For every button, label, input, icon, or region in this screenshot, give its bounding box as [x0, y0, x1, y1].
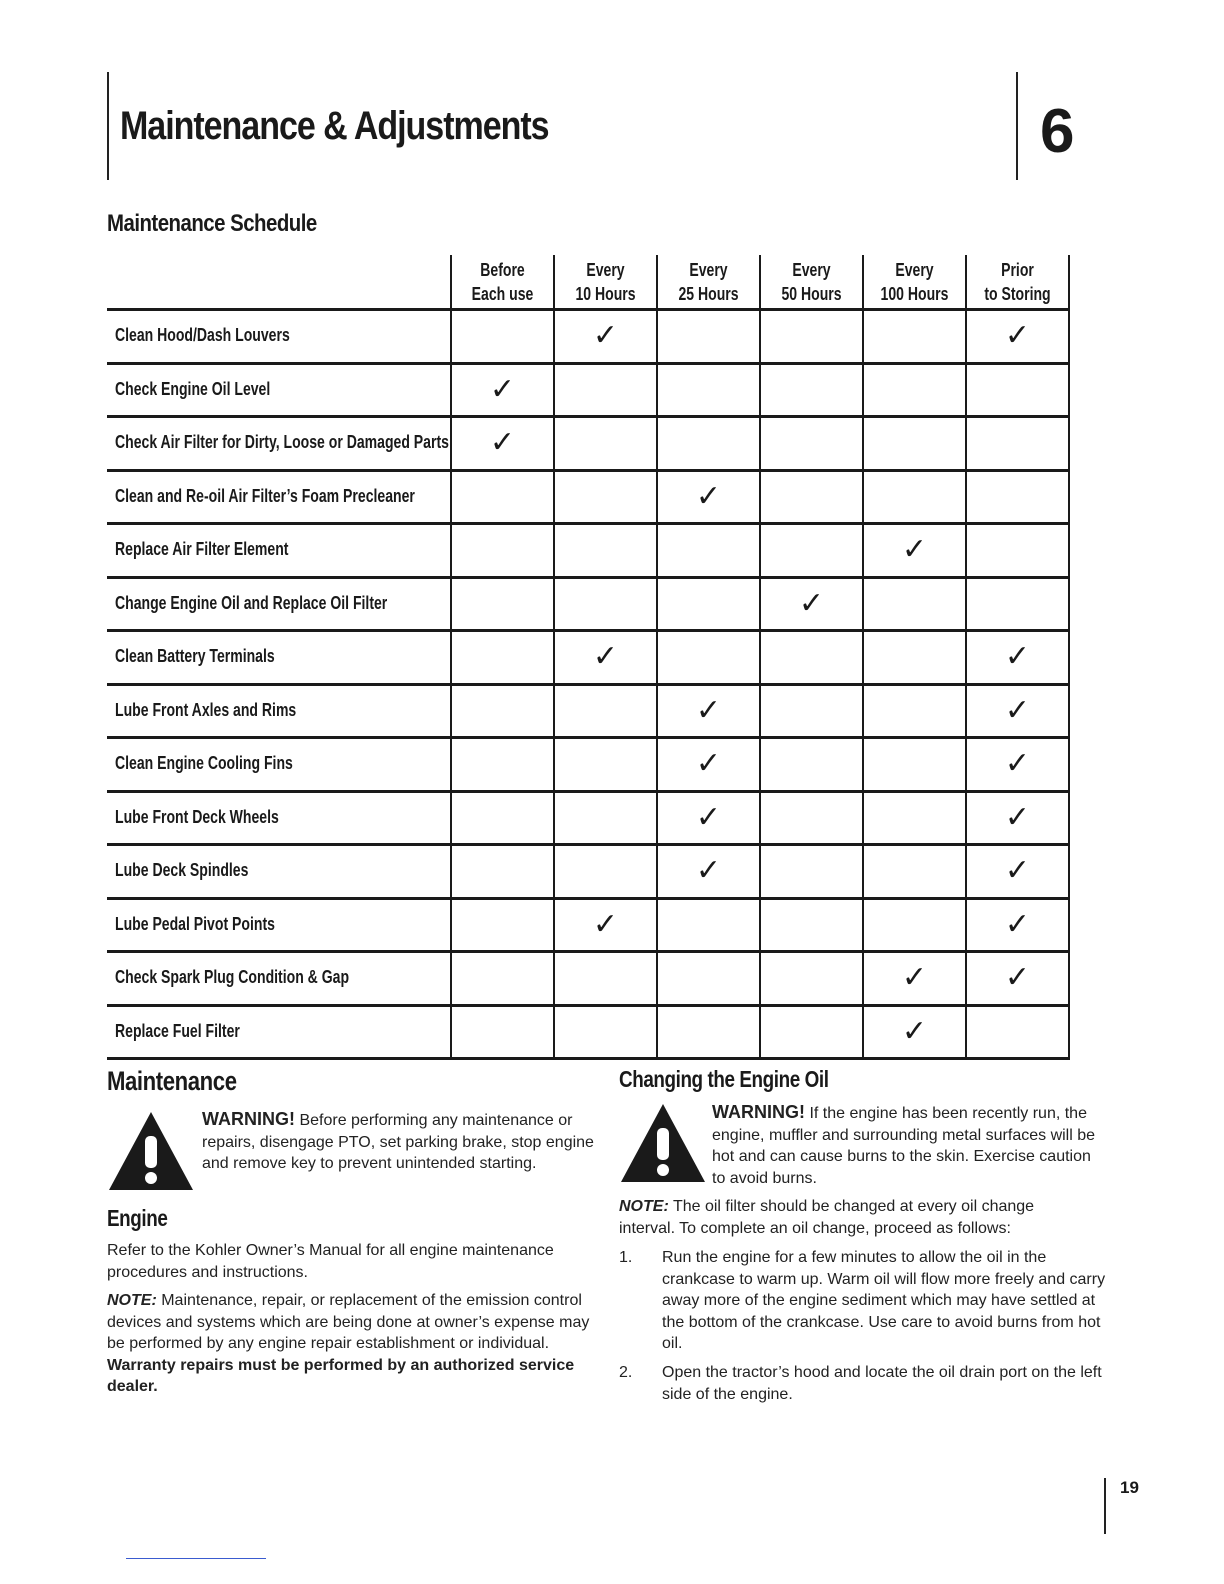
footer-link-underline — [126, 1558, 266, 1559]
column-header-line1: Every — [689, 260, 728, 280]
check-mark-icon: ✓ — [901, 1013, 928, 1049]
task-label: Lube Front Deck Wheels — [115, 806, 279, 827]
column-header-line2: 100 Hours — [880, 284, 949, 304]
emission-note — [107, 1290, 592, 1398]
check-mark-icon: ✓ — [695, 799, 722, 835]
check-mark-icon: ✓ — [1004, 853, 1031, 888]
task-label: Replace Fuel Filter — [115, 1020, 240, 1041]
check-mark-icon: ✓ — [1004, 639, 1031, 674]
check-mark-icon: ✓ — [1004, 906, 1031, 942]
check-mark-icon: ✓ — [695, 746, 722, 781]
column-header-line1: Every — [586, 260, 625, 280]
maintenance-heading: Maintenance — [107, 1066, 237, 1096]
table-row-rule — [107, 736, 1070, 739]
table-row-rule — [107, 362, 1070, 365]
table-column-rule — [965, 255, 967, 1058]
table-column-rule — [450, 255, 452, 1058]
column-header-line1: Before — [480, 260, 525, 280]
task-label: Clean Engine Cooling Fins — [115, 753, 293, 773]
column-header — [863, 258, 966, 306]
check-mark-icon: ✓ — [695, 692, 722, 728]
task-label: Lube Pedal Pivot Points — [115, 913, 275, 934]
note-label: NOTE: — [619, 1198, 669, 1215]
table-column-rule — [553, 255, 555, 1058]
note-text: Maintenance, repair, or replacement of the emission control devices and systems which are being done at owner’s expense may be performed by any engine repair establishment or individual. — [107, 1292, 590, 1352]
step-text: Open the tractor’s hood and locate the oil drain port on the left side of the engine. — [662, 1364, 1102, 1403]
oil-change-warning — [712, 1102, 1107, 1189]
check-mark-icon: ✓ — [489, 371, 516, 407]
check-mark-icon: ✓ — [592, 318, 619, 353]
table-row-rule — [107, 790, 1070, 793]
table-row-rule — [107, 469, 1070, 472]
warning-triangle-icon — [107, 1110, 195, 1192]
column-header-line2: 10 Hours — [575, 284, 636, 304]
column-header-line1: Every — [895, 260, 934, 280]
table-row-rule — [107, 897, 1070, 900]
table-row-rule — [107, 415, 1070, 418]
task-label: Change Engine Oil and Replace Oil Filter — [115, 592, 388, 613]
task-label: Clean and Re-oil Air Filter’s Foam Precleaner — [115, 485, 415, 506]
table-row-rule — [107, 629, 1070, 632]
column-header-line2: to Storing — [984, 284, 1051, 304]
check-mark-icon: ✓ — [901, 960, 928, 995]
warning-text: If the engine has been recently run, the engine, muffler and surrounding metal surfaces will be hot and can cause burns to the skin. Exercise caution to avoid burns. — [712, 1105, 1096, 1187]
check-mark-icon: ✓ — [1004, 799, 1031, 835]
chapter-title: Maintenance & Adjustments — [120, 104, 549, 148]
task-label: Lube Front Axles and Rims — [115, 699, 297, 720]
engine-text: Refer to the Kohler Owner’s Manual for all engine maintenance procedures and instructions. — [107, 1242, 554, 1281]
table-row-rule — [107, 683, 1070, 686]
check-mark-icon: ✓ — [1004, 692, 1031, 728]
check-mark-icon: ✓ — [592, 639, 619, 674]
table-row-rule — [107, 308, 1070, 311]
schedule-heading: Maintenance Schedule — [107, 210, 317, 237]
check-mark-icon: ✓ — [1004, 960, 1031, 995]
note-label: NOTE: — [107, 1292, 157, 1309]
task-label: Replace Air Filter Element — [115, 539, 289, 559]
column-header — [554, 258, 657, 306]
task-label: Check Air Filter for Dirty, Loose or Damaged Parts — [115, 432, 449, 452]
table-row-rule — [107, 576, 1070, 579]
warning-text: Before performing any maintenance or repairs, disengage PTO, set parking brake, stop engine and remove key to prevent unintended starting. — [202, 1112, 594, 1172]
page-number: 19 — [1120, 1478, 1139, 1497]
note-bold: Warranty repairs must be performed by an authorized service dealer. — [107, 1356, 575, 1395]
oil-filter-note — [619, 1196, 1089, 1239]
check-mark-icon: ✓ — [695, 478, 722, 514]
header-rule-right — [1016, 72, 1018, 180]
column-header — [966, 258, 1069, 306]
column-header-line2: Each use — [471, 284, 534, 304]
engine-heading: Engine — [107, 1205, 168, 1231]
check-mark-icon: ✓ — [489, 425, 516, 460]
check-mark-icon: ✓ — [901, 532, 928, 567]
task-label: Check Engine Oil Level — [115, 378, 271, 399]
check-mark-icon: ✓ — [1004, 746, 1031, 781]
table-row-rule — [107, 1004, 1070, 1007]
column-header — [657, 258, 760, 306]
step-number: 2. — [619, 1364, 633, 1381]
check-mark-icon: ✓ — [1004, 318, 1031, 353]
table-column-rule — [1068, 255, 1070, 1058]
column-header-line2: 50 Hours — [781, 284, 842, 304]
note-text: The oil filter should be changed at every oil change interval. To complete an oil change, proceed as follows: — [619, 1198, 1035, 1237]
task-label: Lube Deck Spindles — [115, 860, 249, 880]
check-mark-icon: ✓ — [798, 585, 825, 621]
table-column-rule — [759, 255, 761, 1058]
header-rule-left — [107, 72, 109, 180]
chapter-number: 6 — [1040, 97, 1075, 166]
step-text: Run the engine for a few minutes to allow the oil in the crankcase to warm up. Warm oil will flow more freely and carry away more of the engine sediment which may have settled at the bottom of the crankcase. Use care to avoid burns from hot oil. — [662, 1249, 1106, 1352]
table-row-rule — [107, 950, 1070, 953]
warning-triangle-icon — [619, 1102, 707, 1184]
task-label: Clean Hood/Dash Louvers — [115, 325, 290, 345]
column-header-line1: Every — [792, 260, 831, 280]
column-header — [760, 258, 863, 306]
column-header-line1: Prior — [1001, 260, 1034, 280]
step-number: 1. — [619, 1249, 633, 1266]
table-row-rule — [107, 1057, 1070, 1060]
table-row-rule — [107, 843, 1070, 846]
check-mark-icon: ✓ — [592, 906, 619, 942]
table-row-rule — [107, 522, 1070, 525]
page-number-rule — [1104, 1478, 1106, 1534]
table-column-rule — [862, 255, 864, 1058]
column-header-line2: 25 Hours — [678, 284, 739, 304]
maintenance-warning — [202, 1109, 597, 1175]
table-column-rule — [656, 255, 658, 1058]
column-header — [451, 258, 554, 306]
warning-label: WARNING! — [712, 1102, 805, 1122]
task-label: Check Spark Plug Condition & Gap — [115, 967, 350, 987]
check-mark-icon: ✓ — [695, 853, 722, 888]
oil-change-heading: Changing the Engine Oil — [619, 1066, 829, 1092]
task-label: Clean Battery Terminals — [115, 646, 275, 666]
warning-label: WARNING! — [202, 1109, 295, 1129]
